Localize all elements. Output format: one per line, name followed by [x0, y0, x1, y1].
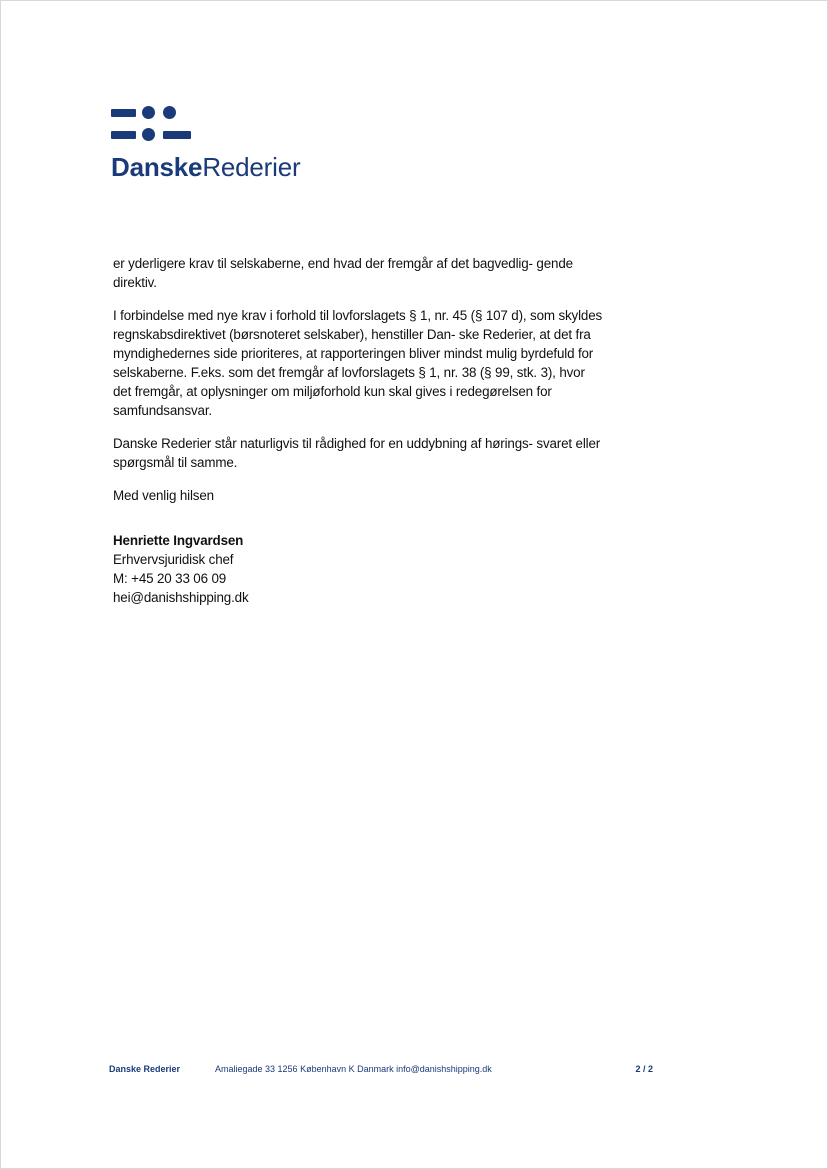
paragraph: I forbindelse med nye krav i forhold til lovforslagets § 1, nr. 45 (§ 107 d), som skyldes regnskabsdirektivet (børsnoteret selskaber), henstiller Dan- ske Rederier, at det fra myndighedernes side prioriteres, at rapporteringen bliver mindst mulig byrdefuld for selskaberne. F.eks. som det fremgår af lovforslagets § 1, nr. 38 (§ 99, stk. 3), hvor det fremgår, at oplysninger om miljøforhold kun skal gives i redegørelsen for samfundsansvar. — [113, 308, 603, 418]
danske-rederier-logo — [111, 106, 300, 183]
signature-block — [113, 531, 603, 607]
closing: Med venlig hilsen — [113, 488, 214, 503]
logo-mark-icon — [111, 106, 191, 142]
page-number: 2 / 2 — [635, 1064, 653, 1074]
footer-address: Amaliegade 33 1256 København K Danmark info@danishshipping.dk — [215, 1064, 492, 1074]
signer-email[interactable]: hei@danishshipping.dk — [113, 590, 249, 605]
footer-org: Danske Rederier — [109, 1064, 181, 1074]
paragraph: er yderligere krav til selskaberne, end hvad der fremgår af det bagvedlig- gende direktiv. — [113, 256, 573, 290]
letter-body — [113, 254, 603, 607]
signer-title: Erhvervsjuridisk chef — [113, 552, 234, 567]
logo-wordmark: DanskeRederier — [111, 152, 301, 182]
paragraph: Danske Rederier står naturligvis til rådighed for en uddybning af hørings- svaret eller spørgsmål til samme. — [113, 436, 601, 470]
page-footer — [109, 1064, 653, 1078]
signer-phone: M: +45 20 33 06 09 — [113, 571, 227, 586]
signer-name: Henriette Ingvardsen — [113, 533, 244, 548]
